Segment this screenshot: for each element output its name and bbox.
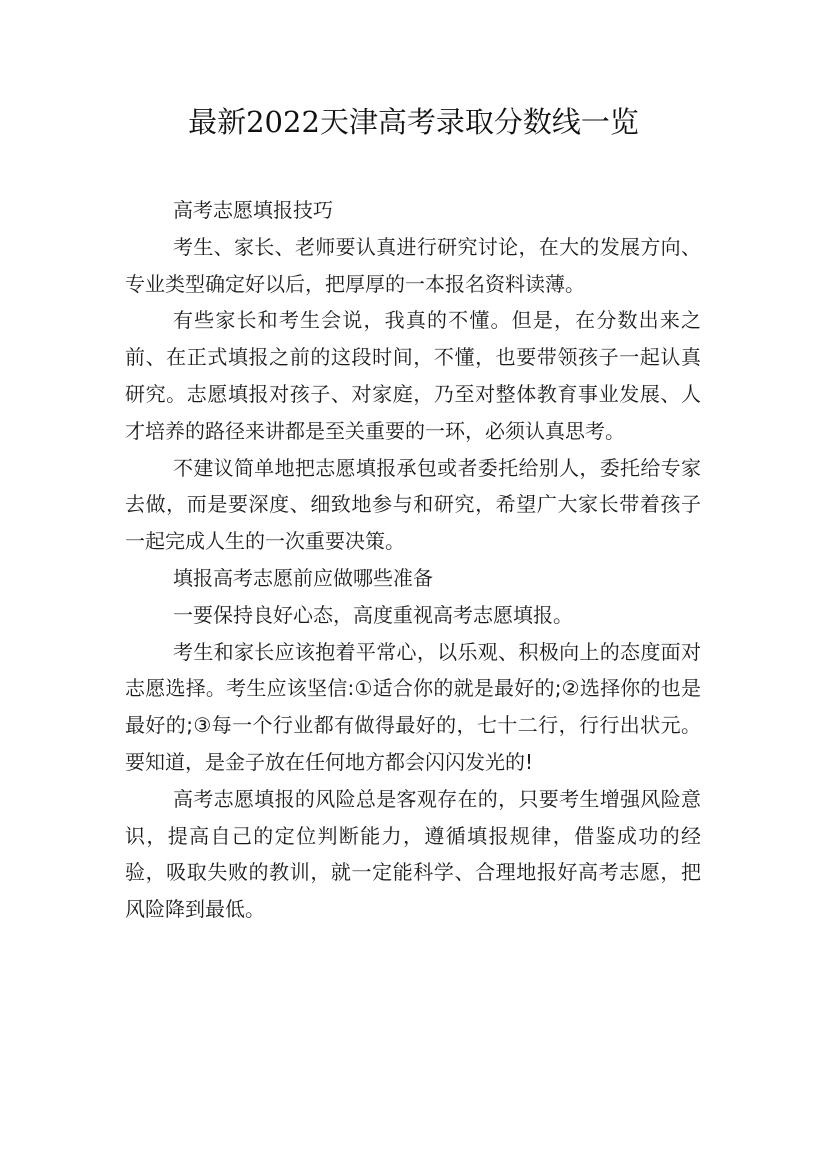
- paragraph: 一要保持良好心态，高度重视高考志愿填报。: [173, 602, 573, 627]
- document-title: 最新2022天津高考录取分数线一览: [188, 105, 639, 139]
- paragraph: 有些家长和考生会说，我真的不懂。但是，在分数出来之前、在正式填报之前的这段时间，不懂，也要带领孩子一起认真研究。志愿填报对孩子、对家庭，乃至对整体教育事业发展、人才培养的路径来讲都是至关重要的一环，必须认真思考。: [125, 308, 701, 443]
- paragraph: 不建议简单地把志愿填报承包或者委托给别人，委托给专家去做，而是要深度、细致地参与和研究，希望广大家长带着孩子一起完成人生的一次重要决策。: [125, 455, 701, 554]
- section-heading-preparation: 填报高考志愿前应做哪些准备: [173, 565, 433, 590]
- paragraph: 高考志愿填报的风险总是客观存在的，只要考生增强风险意识，提高自己的定位判断能力，遵循填报规律，借鉴成功的经验，吸取失败的教训，就一定能科学、合理地报好高考志愿，把风险降到最低。: [125, 786, 701, 922]
- paragraph: 考生、家长、老师要认真进行研究讨论，在大的发展方向、专业类型确定好以后，把厚厚的一本报名资料读薄。: [125, 234, 701, 296]
- section-heading-tips: 高考志愿填报技巧: [173, 198, 333, 222]
- paragraph: 考生和家长应该抱着平常心，以乐观、积极向上的态度面对志愿选择。考生应该坚信:①适合你的就是最好的;②选择你的也是最好的;③每一个行业都有做得最好的，七十二行，行行出状元。要知道，是金子放在任何地方都会闪闪发光的!: [125, 639, 701, 774]
- document-body: [125, 192, 701, 928]
